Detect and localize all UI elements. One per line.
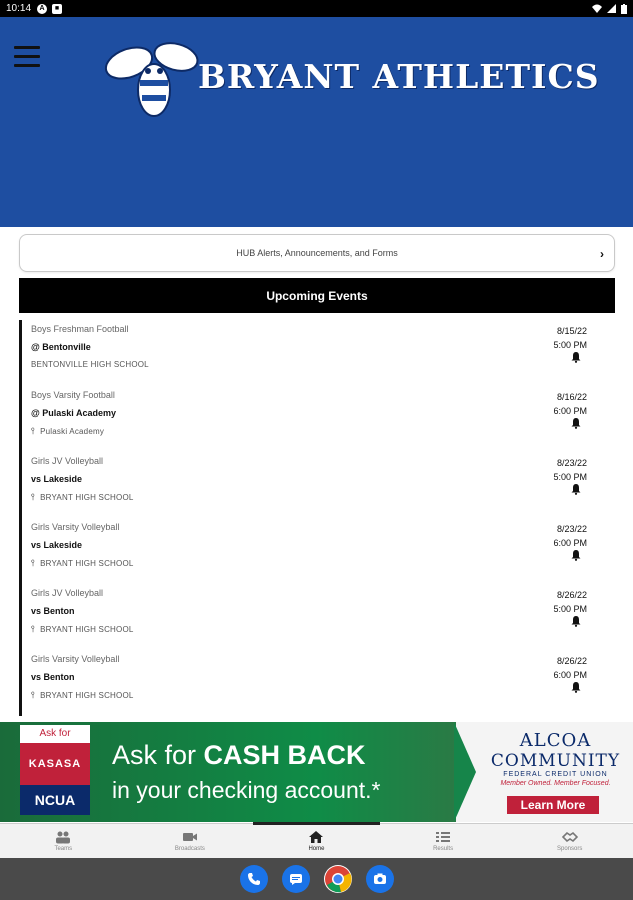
status-time: 10:14	[6, 3, 32, 14]
tab-results[interactable]	[380, 824, 507, 858]
chrome-icon[interactable]	[324, 865, 352, 893]
event-opponent: @ Pulaski Academy	[31, 408, 116, 418]
event-time: 6:00 PM	[553, 670, 587, 680]
ad-ask-for: Ask for	[20, 725, 90, 743]
messages-icon[interactable]	[282, 865, 310, 893]
tab-label: Broadcasts	[174, 846, 205, 852]
camera-icon[interactable]	[366, 865, 394, 893]
event-sport: Girls Varsity Volleyball	[31, 522, 120, 532]
event-item[interactable]	[19, 386, 615, 452]
upcoming-events-header	[19, 278, 615, 313]
tab-broadcasts[interactable]	[127, 824, 254, 858]
tab-label: Teams	[54, 846, 73, 852]
event-time: 5:00 PM	[553, 340, 587, 350]
event-opponent: vs Lakeside	[31, 474, 83, 484]
ad-alcoa-3: FEDERAL CREDIT UNION	[503, 771, 608, 778]
event-location	[31, 360, 149, 369]
event-time: 5:00 PM	[553, 604, 587, 614]
event-opponent: @ Bentonville	[31, 342, 91, 352]
event-location	[31, 690, 134, 701]
bell-icon[interactable]	[570, 549, 582, 561]
event-time: 6:00 PM	[553, 406, 587, 416]
event-sport: Girls JV Volleyball	[31, 588, 104, 598]
event-date: 8/26/22	[556, 590, 587, 600]
event-sport: Boys Freshman Football	[31, 324, 129, 334]
battery-icon	[621, 4, 627, 14]
ad-headline	[112, 740, 366, 771]
ad-alcoa-4: Member Owned. Member Focused.	[500, 780, 611, 787]
location-pin-icon: ⫯	[31, 492, 36, 502]
ad-kasasa-logo: KASASA	[20, 743, 90, 785]
tab-teams[interactable]	[0, 824, 127, 858]
a-icon: A	[37, 4, 47, 14]
hamburger-menu-button[interactable]	[14, 46, 40, 68]
event-date: 8/23/22	[556, 524, 587, 534]
status-bar	[0, 0, 633, 17]
event-date: 8/15/22	[556, 326, 587, 336]
event-item[interactable]	[19, 320, 615, 386]
event-item[interactable]	[19, 452, 615, 518]
event-item[interactable]	[19, 518, 615, 584]
event-time: 5:00 PM	[553, 472, 587, 482]
event-item[interactable]	[19, 584, 615, 650]
event-date: 8/16/22	[556, 392, 587, 402]
ad-arrow-shape	[454, 722, 476, 822]
alerts-label: HUB Alerts, Announcements, and Forms	[236, 248, 398, 258]
active-tab-indicator	[253, 822, 380, 825]
tab-label: Sponsors	[556, 846, 583, 852]
home-icon	[308, 830, 324, 844]
brand-title: BRYANT ATHLETICS	[198, 57, 600, 96]
tab-home[interactable]	[253, 824, 380, 858]
bell-icon[interactable]	[570, 483, 582, 495]
event-location	[31, 624, 134, 635]
upcoming-events-title: Upcoming Events	[266, 288, 368, 303]
teams-icon	[55, 830, 71, 844]
learn-more-button[interactable]: Learn More	[507, 796, 599, 814]
signal-icon	[607, 4, 616, 13]
event-location-text: BRYANT HIGH SCHOOL	[40, 625, 134, 634]
alerts-announcements-button[interactable]	[19, 234, 615, 272]
bell-icon[interactable]	[570, 681, 582, 693]
location-pin-icon: ⫯	[31, 624, 36, 634]
ad-alcoa-1: ALCOA	[519, 730, 592, 751]
tab-label: Results	[433, 846, 454, 852]
event-location-text: BENTONVILLE HIGH SCHOOL	[31, 360, 149, 369]
tab-sponsors[interactable]	[506, 824, 633, 858]
event-location-text: Pulaski Academy	[40, 427, 105, 436]
bottom-nav	[0, 823, 633, 858]
ad-alcoa-logo	[483, 730, 628, 787]
event-sport: Girls JV Volleyball	[31, 456, 104, 466]
ad-alcoa-2: COMMUNITY	[490, 751, 621, 771]
event-opponent: vs Benton	[31, 672, 75, 682]
menu-line	[14, 46, 40, 49]
menu-line	[14, 55, 40, 58]
bell-icon[interactable]	[570, 615, 582, 627]
event-opponent: vs Benton	[31, 606, 75, 616]
bell-icon[interactable]	[570, 417, 582, 429]
event-opponent: vs Lakeside	[31, 540, 83, 550]
event-location-text: BRYANT HIGH SCHOOL	[40, 691, 134, 700]
event-sport: Boys Varsity Football	[31, 390, 115, 400]
video-icon	[182, 830, 198, 844]
event-location-text: BRYANT HIGH SCHOOL	[40, 493, 134, 502]
event-location	[31, 492, 134, 503]
system-app-bar	[0, 858, 633, 900]
event-time: 6:00 PM	[553, 538, 587, 548]
event-location-text: BRYANT HIGH SCHOOL	[40, 559, 134, 568]
header-banner	[0, 17, 633, 227]
chevron-right-icon: ›	[600, 247, 604, 261]
hornet-logo	[104, 35, 204, 125]
list-icon	[435, 830, 451, 844]
location-pin-icon: ⫯	[31, 558, 36, 568]
location-pin-icon: ⫯	[31, 690, 36, 700]
sponsor-ad-banner[interactable]	[0, 722, 633, 822]
event-location	[31, 558, 134, 569]
event-sport: Girls Varsity Volleyball	[31, 654, 120, 664]
tab-label: Home	[308, 846, 325, 852]
ad-subline: in your checking account.*	[112, 777, 381, 803]
event-date: 8/26/22	[556, 656, 587, 666]
location-pin-icon: ⫯	[31, 426, 36, 436]
ad-headline-bold: CASH BACK	[203, 740, 366, 770]
wifi-icon	[592, 4, 602, 13]
event-location	[31, 426, 104, 437]
notif-icon: ■	[52, 4, 62, 14]
bell-icon[interactable]	[570, 351, 582, 363]
menu-line	[14, 64, 40, 67]
ad-headline-pre: Ask for	[112, 740, 197, 770]
phone-icon[interactable]	[240, 865, 268, 893]
events-list	[19, 320, 615, 716]
event-date: 8/23/22	[556, 458, 587, 468]
ad-ncua-logo: NCUA	[20, 785, 90, 815]
handshake-icon	[562, 830, 578, 844]
event-item[interactable]	[19, 650, 615, 716]
